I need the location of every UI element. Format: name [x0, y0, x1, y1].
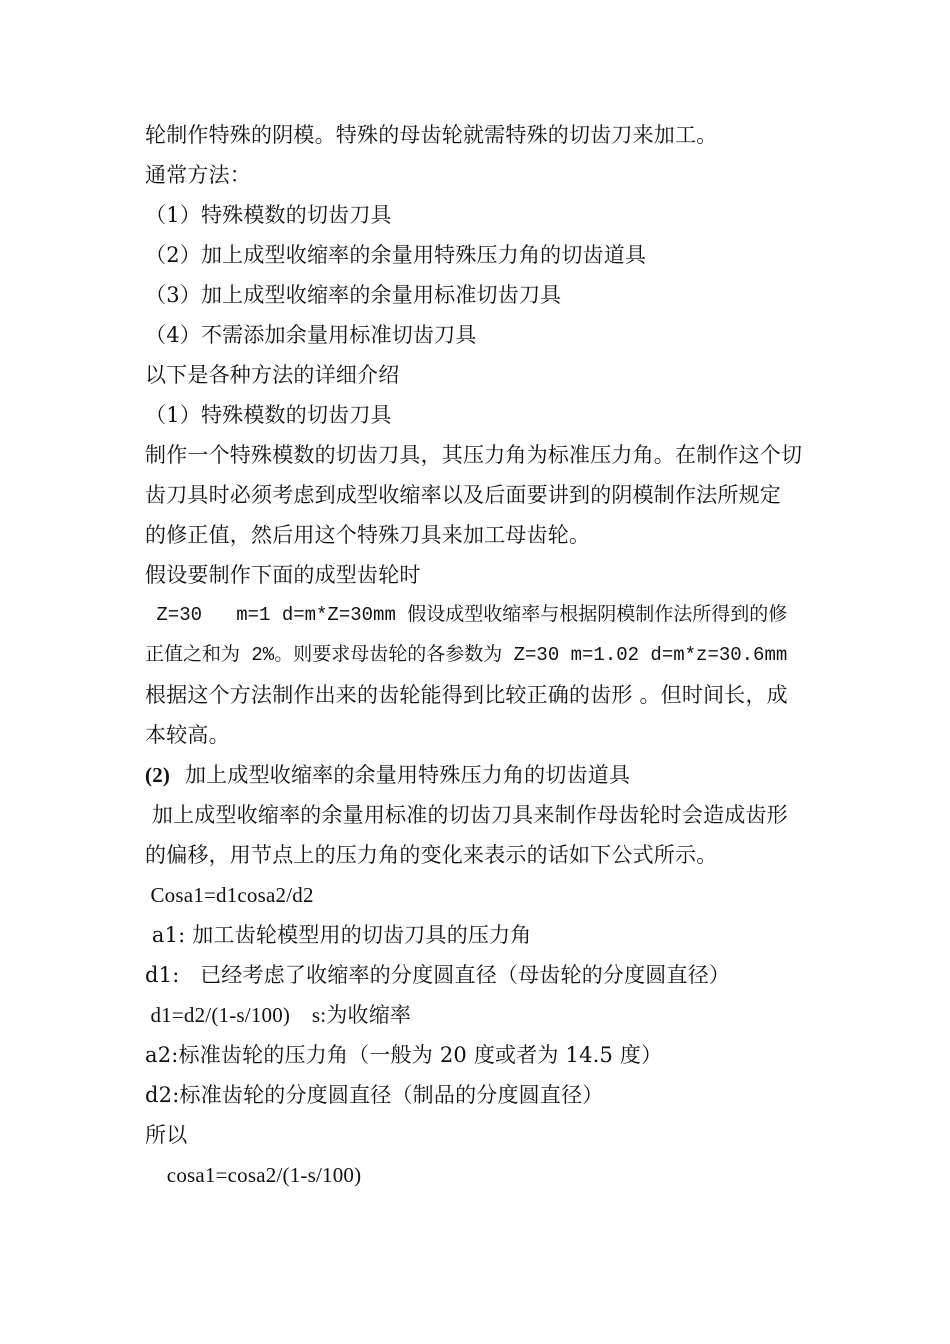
text-line: 加上成型收缩率的余量用标准的切齿刀具来制作母齿轮时会造成齿形 [145, 803, 788, 827]
text-line: 齿刀具时必须考虑到成型收缩率以及后面要讲到的阴模制作法所规定 [145, 483, 781, 507]
section-heading [145, 762, 845, 788]
text-line: 轮制作特殊的阴模。特殊的母齿轮就需特殊的切齿刀来加工。 [145, 123, 718, 147]
formula-line: Cosa1=d1cosa2/d2 [145, 883, 314, 907]
text-line: 本较高。 [145, 723, 230, 747]
text-line: 根据这个方法制作出来的齿轮能得到比较正确的齿形 。但时间长，成 [145, 683, 788, 707]
text-line: a1: 加工齿轮模型用的切齿刀具的压力角 [145, 923, 532, 947]
section-number: (2) [145, 763, 171, 787]
section-title: 加上成型收缩率的余量用特殊压力角的切齿道具 [184, 763, 631, 787]
text-line: d1: 已经考虑了收缩率的分度圆直径（母齿轮的分度圆直径） [145, 963, 731, 987]
section-heading: （1）特殊模数的切齿刀具 [145, 403, 392, 427]
formula-line: cosa1=cosa2/(1-s/100) [145, 1163, 362, 1187]
text-line: 假设要制作下面的成型齿轮时 [145, 563, 421, 587]
list-item: （1）特殊模数的切齿刀具 [145, 203, 392, 227]
text-line: 以下是各种方法的详细介绍 [145, 363, 400, 387]
text-line: Z=30 m=1 d=m*Z=30mm 假设成型收缩率与根据阴模制作法所得到的修 [145, 604, 788, 626]
text-line: 的修正值，然后用这个特殊刀具来加工母齿轮。 [145, 523, 591, 547]
list-item: （2）加上成型收缩率的余量用特殊压力角的切齿道具 [145, 243, 647, 267]
text-line: 正值之和为 2%。则要求母齿轮的各参数为 Z=30 m=1.02 d=m*z=30.6mm [145, 644, 788, 666]
list-item: （3）加上成型收缩率的余量用标准切齿刀具 [145, 283, 562, 307]
text-line: 制作一个特殊模数的切齿刀具，其压力角为标准压力角。在制作这个切 [145, 443, 803, 467]
text-line: 所以 [145, 1123, 188, 1147]
text-line: 通常方法： [145, 163, 251, 187]
text-line: a2:标准齿轮的压力角（一般为 20 度或者为 14.5 度） [145, 1043, 663, 1067]
text-line: d2:标准齿轮的分度圆直径（制品的分度圆直径） [145, 1083, 604, 1107]
formula-line: d1=d2/(1-s/100) s:为收缩率 [145, 1003, 412, 1027]
list-item: （4）不需添加余量用标准切齿刀具 [145, 323, 477, 347]
text-line: 的偏移，用节点上的压力角的变化来表示的话如下公式所示。 [145, 843, 718, 867]
